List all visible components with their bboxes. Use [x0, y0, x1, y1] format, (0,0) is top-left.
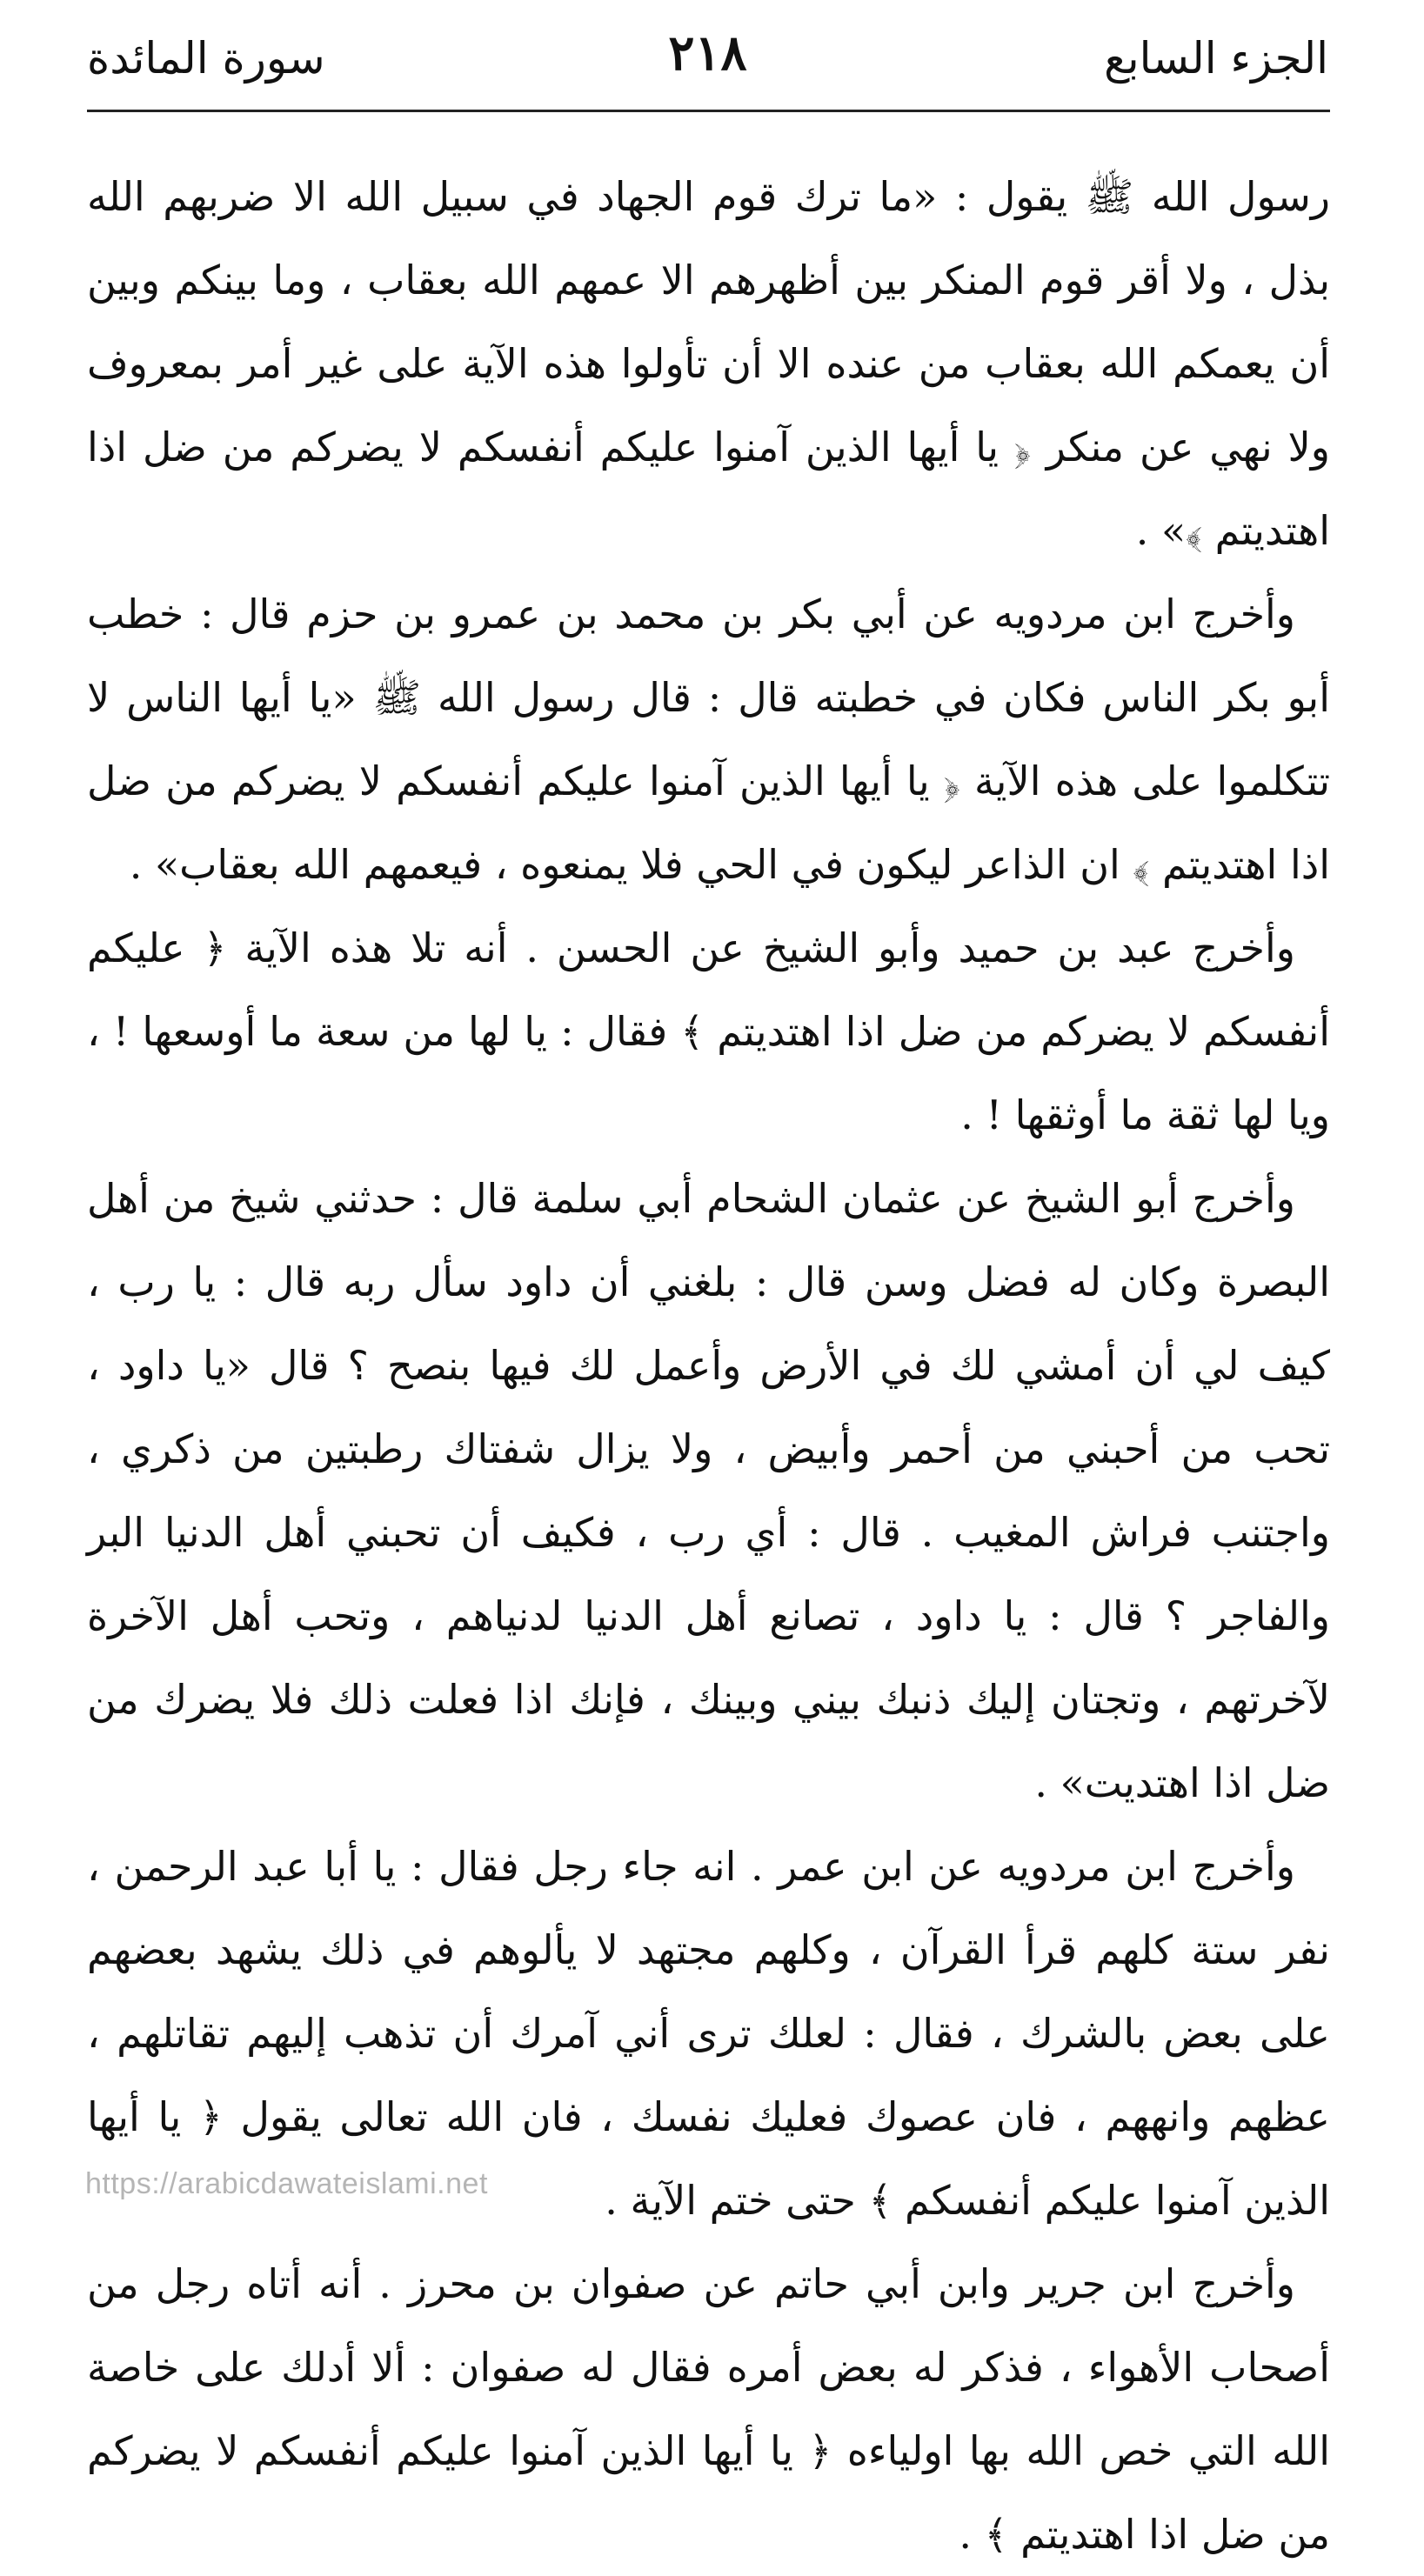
- surah-label: سورة المائدة: [87, 33, 325, 83]
- paragraph: وأخرج عبد بن حميد وأبو الشيخ عن الحسن . أنه تلا هذه الآية ﴿ عليكم أنفسكم لا يضركم من ضل اذا اهتديتم ﴾ فقال : يا لها من سعة ما أوسعها ! ، ويا لها ثقة ما أوثقها ! .: [87, 924, 1330, 1138]
- paragraph: وأخرج ابن جرير وابن أبي حاتم عن صفوان بن محرز . أنه أتاه رجل من أصحاب الأهواء ، فذكر له بعض أمره فقال له صفوان : ألا أدلك على خاصة الله التي خص الله بها اولياءه ﴿ يا أيها الذين آمنوا عليكم أنفسكم لا يضركم من ضل اذا اهتديتم ﴾ .: [87, 2260, 1330, 2558]
- page-body: [87, 155, 1330, 2576]
- part-label: الجزء السابع: [1104, 33, 1328, 83]
- source-watermark: https://arabicdawateislami.net: [85, 2167, 488, 2200]
- paragraph: رسول الله ﷺ يقول : «ما ترك قوم الجهاد في سبيل الله الا ضربهم الله بذل ، ولا أقر قوم المنكر بين أظهرهم الا عمهم الله بعقاب ، وما بينكم وبين أن يعمكم الله بعقاب من عنده الا أن تأولوا هذه الآية على غير أمر بمعروف ولا نهي عن منكر ﴿ يا أيها الذين آمنوا عليكم أنفسكم لا يضركم من ضل اذا اهتديتم ﴾» .: [87, 173, 1330, 554]
- paragraph: وأخرج أبو الشيخ عن عثمان الشحام أبي سلمة قال : حدثني شيخ من أهل البصرة وكان له فضل وسن قال : بلغني أن داود سأل ربه قال : يا رب ، كيف لي أن أمشي لك في الأرض وأعمل لك فيها بنصح ؟ قال «يا داود ، تحب من أحبني من أحمر وأبيض ، ولا يزال شفتاك رطبتين من ذكري ، واجتنب فراش المغيب . قال : أي رب ، فكيف أن تحبني أهل الدنيا البر والفاجر ؟ قال : يا داود ، تصانع أهل الدنيا لدنياهم ، وتحب أهل الآخرة لآخرتهم ، وتجتان إليك ذنبك بيني وبينك ، فإنك اذا فعلت ذلك فلا يضرك من ضل اذا اهتديت» .: [87, 1175, 1330, 1806]
- page-number: ٢١٨: [668, 24, 747, 82]
- page-header: [87, 24, 1328, 103]
- paragraph: وأخرج ابن مردويه عن أبي بكر بن محمد بن عمرو بن حزم قال : خطب أبو بكر الناس فكان في خطبته قال : قال رسول الله ﷺ «يا أيها الناس لا تتكلموا على هذه الآية ﴿ يا أيها الذين آمنوا عليكم أنفسكم لا يضركم من ضل اذا اهتديتم ﴾ ان الذاعر ليكون في الحي فلا يمنعوه ، فيعمهم الله بعقاب» .: [87, 591, 1330, 888]
- paragraph: وأخرج ابن مردويه عن ابن عمر . انه جاء رجل فقال : يا أبا عبد الرحمن ، نفر ستة كلهم قرأ القرآن ، وكلهم مجتهد لا يألوهم في ذلك يشهد بعضهم على بعض بالشرك ، فقال : لعلك ترى أني آمرك أن تذهب إليهم تقاتلهم ، عظهم وانههم ، فان عصوك فعليك نفسك ، فان الله تعالى يقول ﴿ يا أيها الذين آمنوا عليكم أنفسكم ﴾ حتى ختم الآية .: [87, 1843, 1330, 2224]
- header-divider: [87, 110, 1330, 112]
